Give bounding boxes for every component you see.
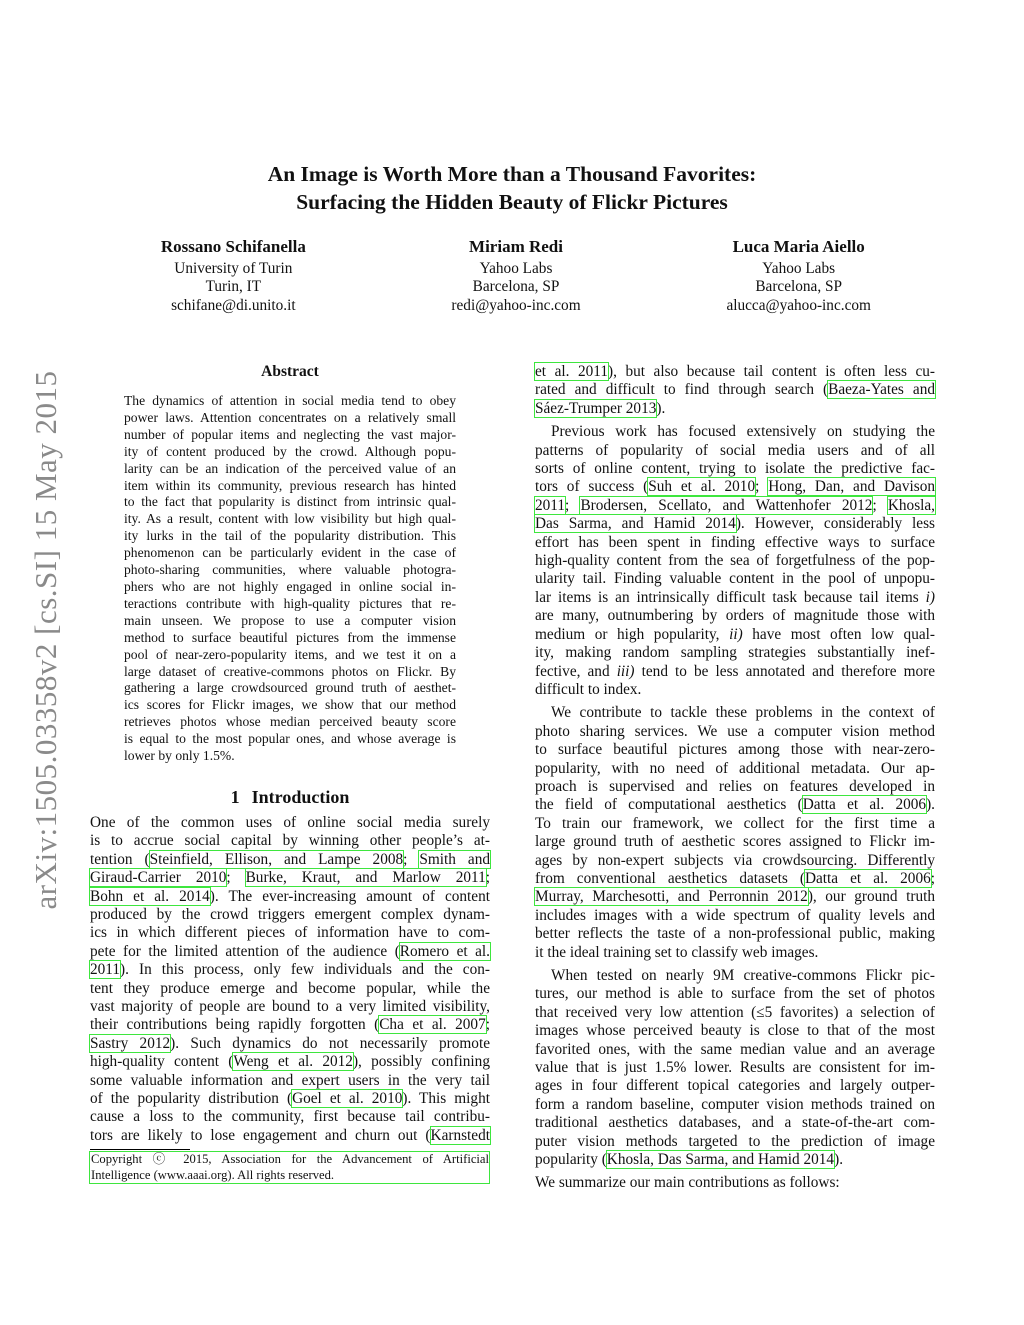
right-column	[535, 363, 935, 1193]
citation-link[interactable]: Datta et al. 2006	[804, 869, 931, 887]
text-run: ;	[755, 478, 769, 496]
text-run: ;	[485, 869, 490, 887]
text-line	[535, 760, 935, 778]
list-marker: iii)	[616, 662, 635, 680]
text-line	[535, 1151, 935, 1169]
text-line	[90, 814, 490, 832]
text-run: large ground truth of aesthetic scores assigned to Flickr im-	[535, 833, 935, 851]
text-line	[535, 663, 935, 681]
text-run: tors are likely to lose engagement and churn out (	[90, 1126, 431, 1144]
text-line	[535, 907, 935, 925]
text-line	[535, 363, 935, 381]
text-line	[535, 570, 935, 588]
citation-link[interactable]: Sastry 2012	[90, 1034, 171, 1052]
text-run: proach is supervised and relies on features developed in	[535, 777, 935, 795]
text-line	[535, 589, 935, 607]
citation-link[interactable]: Hong, Dan, and Davison	[768, 478, 935, 496]
text-run: photo sharing services. We use a computer vision method	[535, 722, 935, 740]
text-line	[90, 1072, 490, 1090]
text-run: tent they produce emerge and become popular, while the	[90, 979, 490, 997]
text-line	[90, 1035, 490, 1053]
text-run: their contributions being rapidly forgotten (	[90, 1016, 380, 1034]
text-line	[90, 906, 490, 924]
text-line	[535, 852, 935, 870]
text-line	[90, 1016, 490, 1034]
text-line	[535, 1077, 935, 1095]
text-run: ;	[403, 850, 420, 868]
text-run: ). However, considerably less	[735, 515, 935, 533]
text-run: ).	[656, 399, 666, 417]
abstract-line: retrieves photos whose median perceived beauty score	[124, 714, 456, 730]
text-run: vast majority of people are bound to a very limited visibility,	[90, 998, 490, 1015]
text-line	[535, 704, 935, 722]
citation-link[interactable]: et al. 2011	[535, 363, 608, 380]
text-run: ;	[930, 869, 935, 887]
citation-link[interactable]: Smith and	[419, 850, 491, 868]
text-line	[535, 626, 935, 644]
abstract-line: ics scores for Flickr images, we show that our method	[124, 697, 456, 713]
text-run: pete for the limited attention of the audience (	[90, 942, 400, 960]
text-run: ). This might	[402, 1090, 490, 1108]
text-run: form a random baseline, computer vision methods trained on	[535, 1095, 935, 1113]
abstract-body	[90, 393, 490, 765]
text-line	[535, 815, 935, 833]
citation-link[interactable]: Giraud-Carrier 2010	[90, 869, 227, 887]
author-affiliation: Yahoo Labs	[479, 259, 553, 277]
text-run: ics in which different pieces of information have to com-	[90, 924, 490, 942]
section-title: Introduction	[251, 786, 350, 807]
text-line	[535, 497, 935, 515]
abstract-line: ity lurks in the tail of the popularity distribution. This	[124, 528, 456, 544]
abstract-line: ity. As a result, content with low visibility but high qual-	[124, 511, 456, 527]
abstract-line: main unseen. We propose to use a computer vision	[124, 612, 456, 628]
text-run: have most often low qual-	[742, 625, 935, 643]
text-line	[535, 400, 935, 418]
author-3	[657, 238, 940, 315]
text-run: from conventional aesthetics datasets (	[535, 869, 805, 887]
text-run: high-quality content (	[90, 1053, 234, 1071]
text-line	[90, 888, 490, 906]
text-run: We summarize our main contributions as follows:	[535, 1174, 840, 1192]
text-run: popularity, with no need of additional metadata. Our ap-	[535, 759, 935, 777]
text-run: rated and difficult to find through search (	[535, 381, 829, 399]
abstract-line: larity can be an indication of the perceived value of an	[124, 460, 456, 476]
text-line	[535, 1004, 935, 1022]
text-line	[535, 644, 935, 662]
text-run: are many, outnumbering by orders of magnitude those with	[535, 607, 935, 625]
text-run: ity, making random sampling strategies substantially inef-	[535, 644, 935, 662]
text-line	[535, 442, 935, 460]
text-line	[90, 980, 490, 998]
text-run: ). In this process, only few individuals and the con-	[120, 961, 490, 979]
citation-link[interactable]: Cha et al. 2007	[379, 1016, 486, 1034]
title-line-1: An Image is Worth More than a Thousand Favorites:	[267, 162, 757, 186]
abstract-line: gathering a large crowdsourced ground truth of aesthet-	[124, 680, 456, 696]
text-line	[535, 1059, 935, 1077]
text-line	[90, 1090, 490, 1108]
author-location: Turin, IT	[205, 278, 262, 295]
text-run: effort has been spent in finding effective ways to surface	[535, 533, 935, 551]
abstract-heading: Abstract	[261, 363, 319, 380]
author-name: Miriam Redi	[469, 237, 563, 256]
citation-link[interactable]: Romero et al.	[399, 942, 490, 960]
text-run: tors of success (	[535, 478, 649, 496]
text-run: includes images with a wide spectrum of quality levels and	[535, 906, 935, 924]
left-column	[90, 363, 490, 1183]
text-line	[535, 833, 935, 851]
text-run: value that is just 1.5% lower. Results are consistent for im-	[535, 1059, 935, 1077]
citation-link[interactable]: Datta et al. 2006	[802, 796, 927, 814]
text-run: tures, our method is able to surface from the set of photos	[535, 985, 935, 1003]
text-run: ), but also because tail content is often less cu-	[608, 363, 935, 380]
list-marker: ii)	[729, 625, 743, 643]
text-line	[535, 944, 935, 962]
text-run: medium or high popularity,	[535, 625, 730, 643]
citation-link[interactable]: Karnstedt	[430, 1126, 490, 1144]
citation-link[interactable]: 2011	[90, 961, 121, 979]
text-run: When tested on nearly 9M creative-commons Flickr pic-	[551, 967, 935, 984]
text-line	[90, 869, 490, 887]
text-run: ). The ever-increasing amount of content	[209, 887, 490, 905]
text-run: some valuable information and expert users in the very tail	[90, 1071, 490, 1089]
citation-link[interactable]: Steinfield, Ellison, and Lampe 2008	[149, 850, 404, 868]
text-run: ).	[926, 796, 935, 814]
text-line	[535, 1096, 935, 1114]
citation-link[interactable]: Bohn et al. 2014	[90, 887, 210, 905]
text-run: ;	[565, 496, 581, 514]
text-line	[535, 607, 935, 625]
abstract-line: large dataset of creative-commons photos on Flickr. By	[124, 663, 456, 679]
text-run: ), our ground truth	[807, 888, 935, 906]
citation-link[interactable]: Sáez-Trumper 2013	[535, 399, 657, 417]
section-heading-introduction	[90, 787, 490, 808]
text-line	[535, 967, 935, 985]
abstract-line: pool of near-zero-popularity items, and we test it on a	[124, 646, 456, 662]
text-run: sorts of online content, trying to isolate the predictive fac-	[535, 460, 935, 478]
text-run: tention (	[90, 850, 150, 868]
text-line	[535, 552, 935, 570]
citation-link[interactable]: Goel et al. 2010	[292, 1090, 403, 1108]
paper-title	[150, 160, 874, 216]
citation-link[interactable]: 2011	[535, 496, 566, 514]
text-run: the field of computational aesthetics (	[535, 796, 803, 814]
author-name: Luca Maria Aiello	[732, 237, 865, 256]
text-run: better reflects the taste of a non-professional public, making	[535, 925, 935, 943]
author-email: alucca@yahoo-inc.com	[726, 296, 871, 314]
text-line	[90, 961, 490, 979]
abstract-line: phers who are not highly engaged in online social in-	[124, 578, 456, 594]
copyright-link[interactable]	[90, 1152, 489, 1183]
citation-link[interactable]: Khosla,	[887, 496, 936, 514]
text-run: One of the common uses of online social media surely	[90, 813, 490, 831]
text-line	[535, 1114, 935, 1132]
text-run: lar items is an intrinsically difficult task because tail items	[535, 588, 926, 606]
abstract-line: to the fact that popularity is distinct from intrinsic qual-	[124, 494, 456, 510]
author-email: redi@yahoo-inc.com	[451, 296, 581, 314]
abstract-line: power laws. Attention concentrates on a relatively small	[124, 409, 456, 425]
citation-link[interactable]: Brodersen, Scellato, and Wattenhofer 2012	[580, 496, 873, 514]
abstract-line: item within its community, previous research has hinted	[124, 477, 456, 493]
text-run: We contribute to tackle these problems in the context of	[551, 704, 935, 722]
text-run: popularity (	[535, 1151, 607, 1169]
text-run: ), possibly confining	[352, 1053, 490, 1071]
author-affiliation: Yahoo Labs	[762, 259, 836, 277]
text-run: that received very low attention (≤5 favorites) a selection of	[535, 1003, 935, 1021]
text-line	[535, 741, 935, 759]
citation-link[interactable]: Burke, Kraut, and Marlow 2011	[245, 869, 486, 887]
text-run: ages in four different topical categories and largely outper-	[535, 1077, 935, 1095]
arxiv-identifier: arXiv:1505.03358v2 [cs.SI] 15 May 2015	[28, 370, 63, 910]
text-run: Previous work has focused extensively on studying the	[551, 423, 935, 441]
citation-link[interactable]: Khosla, Das Sarma, and Hamid 2014	[606, 1151, 835, 1169]
text-run: traditional aesthetics databases, and a state-of-the-art com-	[535, 1114, 935, 1132]
text-line	[535, 515, 935, 533]
text-run: fective, and	[535, 662, 617, 680]
text-line	[535, 796, 935, 814]
footnote-line: Intelligence (www.aaai.org). All rights reserved.	[91, 1167, 335, 1182]
copyright-footnote[interactable]	[90, 1152, 490, 1183]
citation-link[interactable]: Suh et al. 2010	[648, 478, 756, 496]
text-line	[90, 851, 490, 869]
author-1	[92, 238, 375, 315]
text-run: images whose perceived beauty is close to that of the most	[535, 1022, 935, 1040]
text-line	[535, 778, 935, 796]
text-run: to surface beautiful pictures among those with near-zero-	[535, 741, 935, 759]
title-line-2: Surfacing the Hidden Beauty of Flickr Pictures	[296, 190, 728, 214]
text-run: is to accrue social capital by winning other people’s at-	[90, 832, 490, 850]
author-email: schifane@di.unito.it	[171, 296, 296, 314]
citation-link[interactable]: Das Sarma, and Hamid 2014	[535, 515, 736, 533]
text-run: ;	[872, 496, 888, 514]
text-run: of the popularity distribution (	[90, 1090, 293, 1108]
abstract-line: phenomenon can be particularly evident in the case of	[124, 545, 456, 561]
text-line	[535, 870, 935, 888]
abstract-line: lower by only 1.5%.	[124, 748, 235, 764]
text-line	[535, 681, 935, 699]
author-block	[92, 238, 940, 315]
author-name: Rossano Schifanella	[160, 237, 306, 256]
text-line	[535, 1133, 935, 1151]
text-run: difficult to index.	[535, 680, 642, 698]
text-line	[535, 1022, 935, 1040]
text-run: ;	[485, 1016, 490, 1034]
list-marker: i)	[925, 588, 935, 606]
text-run: puter vision methods targeted to the prediction of image	[535, 1132, 935, 1150]
text-line	[535, 1041, 935, 1059]
text-run: cause a loss to the community, first because tail contribu-	[90, 1108, 490, 1126]
text-line	[535, 925, 935, 943]
abstract-line: The dynamics of attention in social media tend to obey	[124, 393, 456, 408]
text-line	[535, 1174, 935, 1192]
abstract-line: teractions contribute with high-quality pictures that re-	[124, 595, 456, 611]
text-line	[535, 460, 935, 478]
citation-link[interactable]: Baeza-Yates and	[828, 381, 935, 399]
text-line	[535, 723, 935, 741]
abstract-line: ity of content produced by the crowd. Although popu-	[124, 443, 456, 459]
footnote-line: Copyright ⓒ 2015, Association for the Advancement of Artificial	[91, 1152, 489, 1167]
text-line	[535, 985, 935, 1003]
text-run: ). Such dynamics do not necessarily promote	[170, 1034, 490, 1052]
citation-link[interactable]: Weng et al. 2012	[233, 1053, 353, 1071]
right-column-body	[535, 363, 935, 1193]
text-line	[90, 1053, 490, 1071]
text-run: ages by non-expert subjects via crowdsourcing. Differently	[535, 851, 935, 869]
text-run: tend to be less annotated and therefore more	[634, 662, 935, 680]
text-run: patterns of popularity of social media users and of all	[535, 441, 935, 459]
author-location: Barcelona, SP	[755, 278, 843, 295]
author-2	[375, 238, 658, 315]
introduction-body	[90, 814, 490, 1145]
abstract-line: number of popular items and neglecting the vast major-	[124, 426, 456, 442]
text-line	[90, 1108, 490, 1126]
text-line	[535, 423, 935, 441]
text-run: it the ideal training set to classify web images.	[535, 943, 819, 961]
text-line	[535, 534, 935, 552]
author-affiliation: University of Turin	[174, 259, 293, 277]
text-line	[90, 1127, 490, 1145]
author-location: Barcelona, SP	[472, 278, 560, 295]
section-number: 1	[230, 786, 240, 807]
abstract-line: is equal to the most popular ones, and whose average is	[124, 731, 456, 747]
text-run: favorited ones, with the same median value and an average	[535, 1040, 935, 1058]
abstract-line: photo-sharing communities, where valuable photogra-	[124, 562, 456, 578]
text-run: ).	[834, 1151, 844, 1169]
text-line	[90, 924, 490, 942]
text-run: produced by the crowd triggers emergent complex dynam-	[90, 905, 490, 923]
text-line	[90, 832, 490, 850]
footnote-rule	[90, 1149, 190, 1150]
text-run: high-quality content from the sea of forgetfulness of the pop-	[535, 552, 935, 570]
text-line	[90, 943, 490, 961]
abstract-line: method to surface beautiful pictures from the immense	[124, 629, 456, 645]
text-run: To train our framework, we collect for the first time a	[535, 814, 935, 832]
text-run: ularity tail. Finding valuable content in the pool of unpopu-	[535, 570, 935, 588]
text-run: ;	[226, 869, 246, 887]
text-line	[535, 478, 935, 496]
text-line	[535, 888, 935, 906]
citation-link[interactable]: Murray, Marchesotti, and Perronnin 2012	[535, 888, 808, 906]
text-line	[535, 381, 935, 399]
text-line	[90, 998, 490, 1016]
